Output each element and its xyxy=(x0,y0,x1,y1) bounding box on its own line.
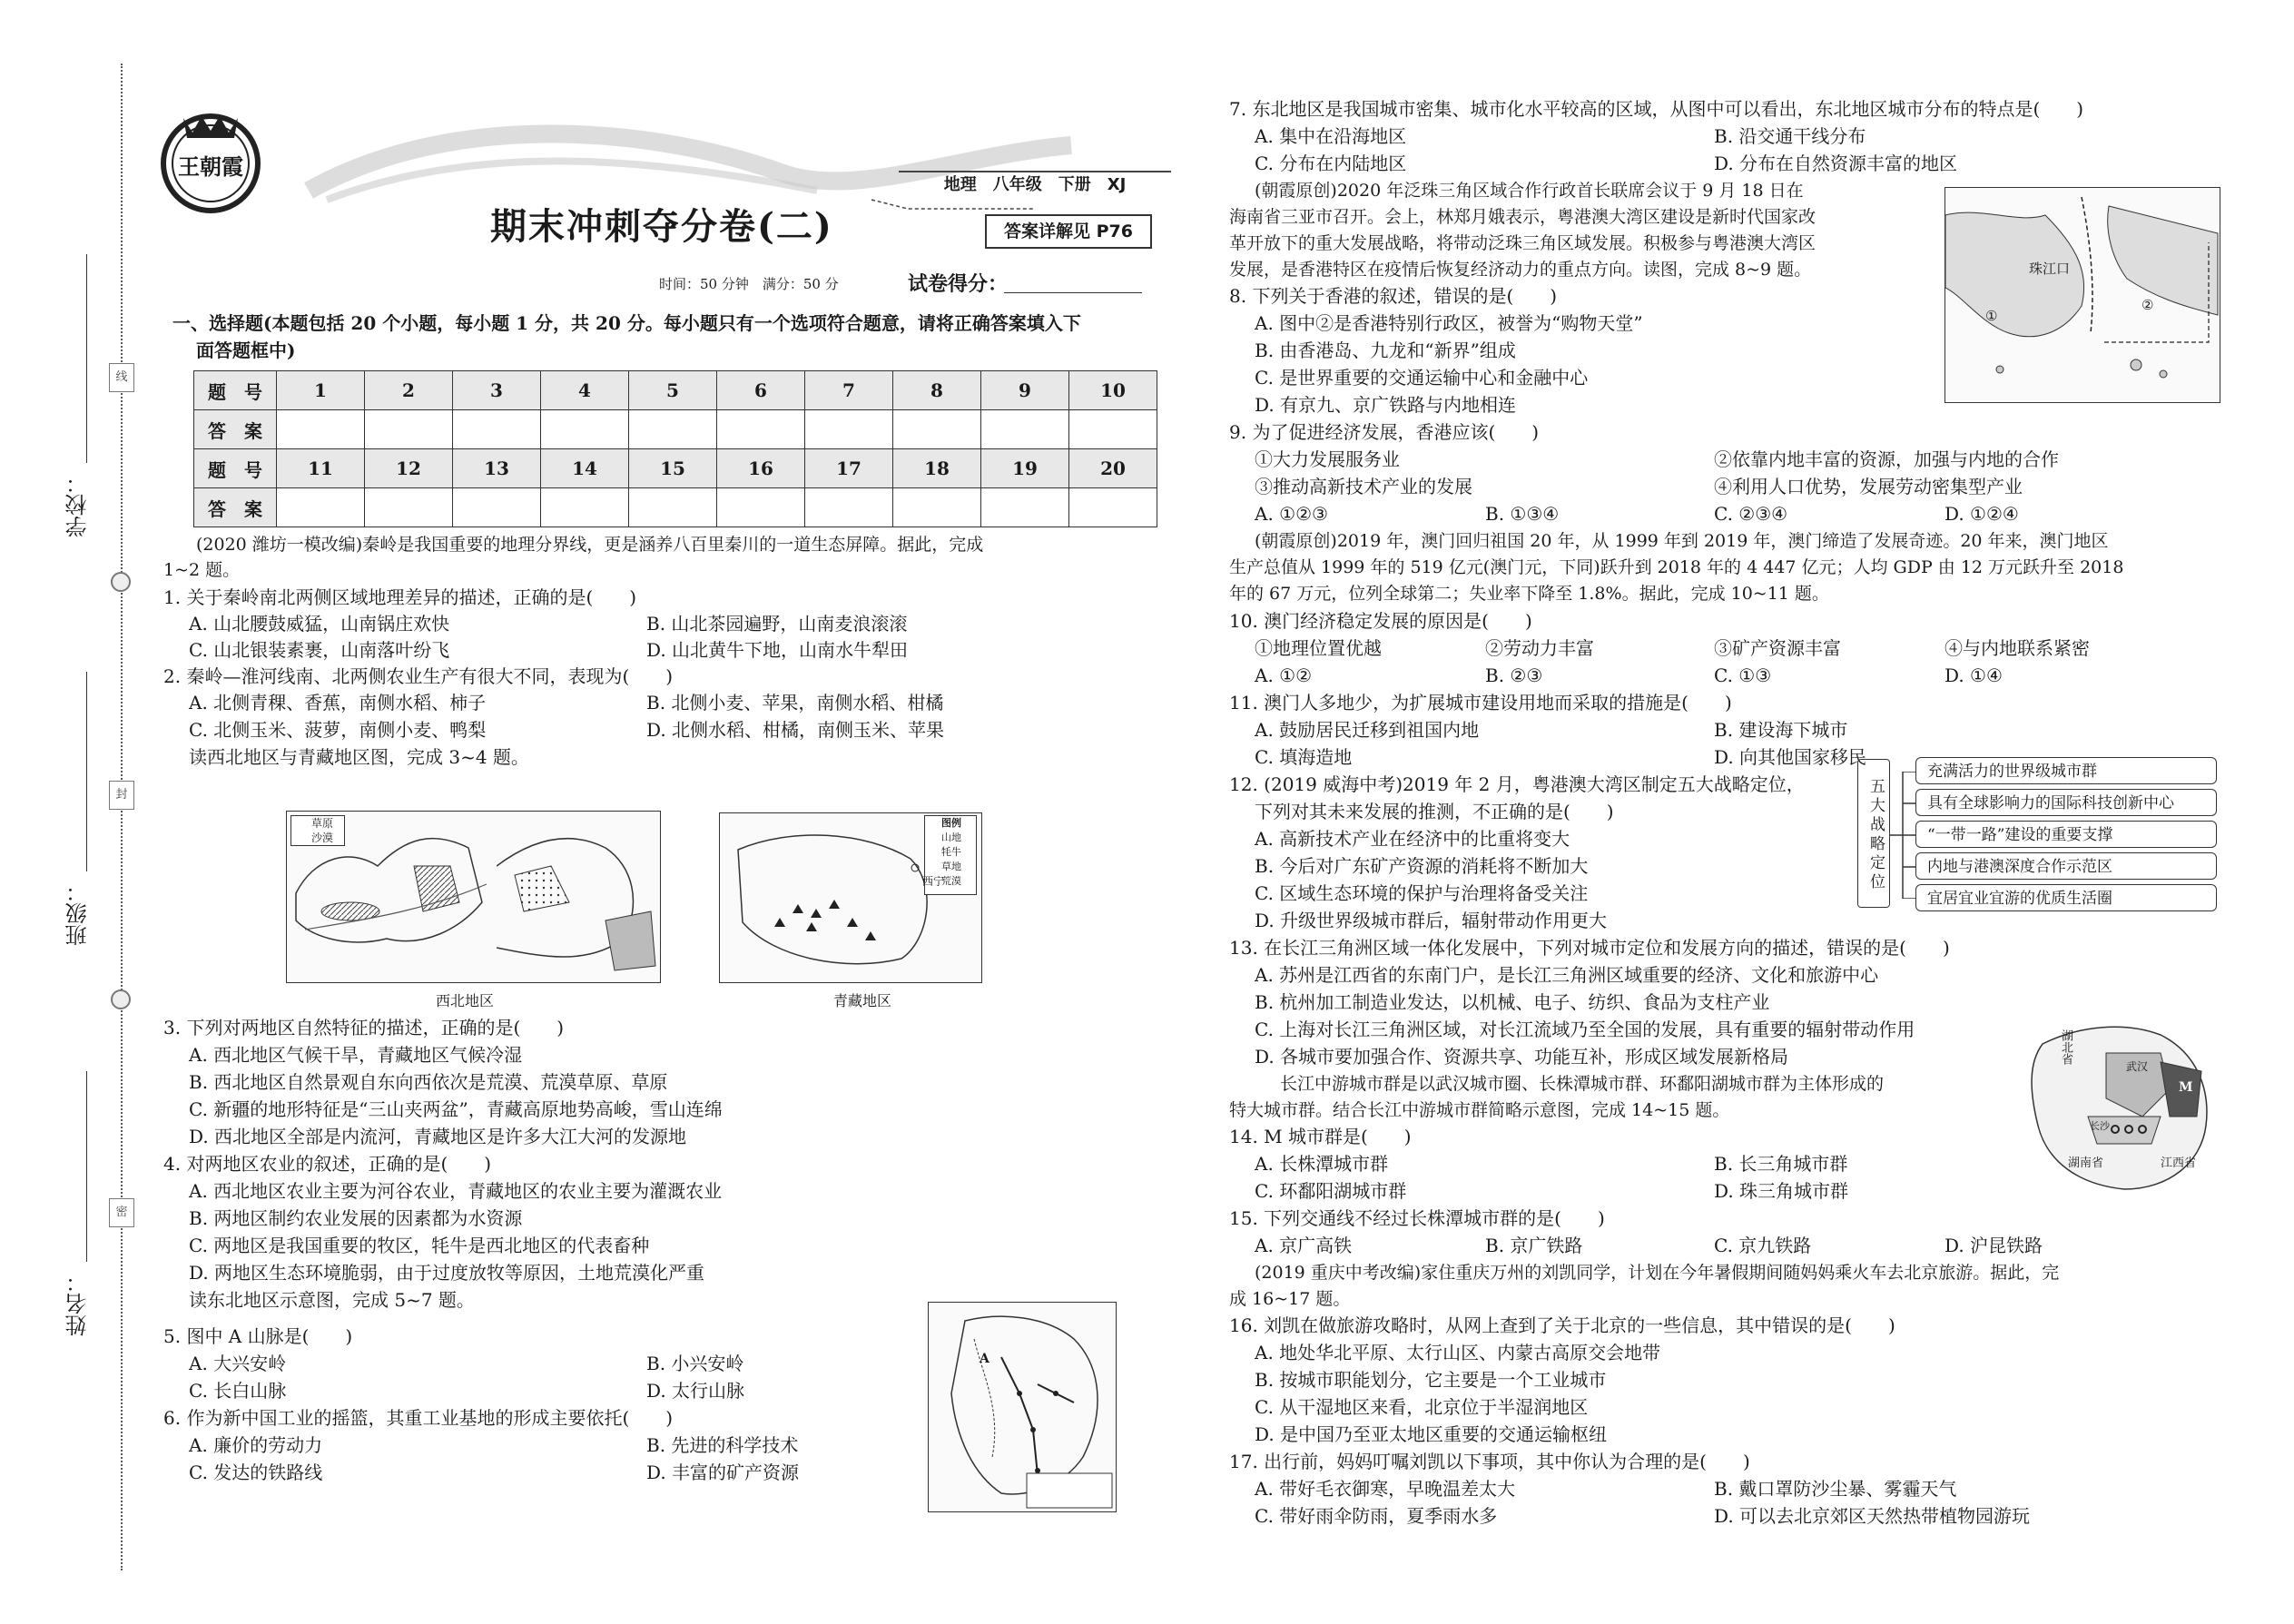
option-3b[interactable]: B. 西北地区自然景观自东向西依次是荒漠、荒漠草原、草原 xyxy=(189,1071,668,1093)
map-cj-jiangxi: 江西省 xyxy=(2161,1156,2197,1170)
question-number: 1 xyxy=(277,371,365,410)
question-1: 1. 关于秦岭南北两侧区域地理差异的描述，正确的是( ) xyxy=(163,586,637,608)
class-label: 班级： xyxy=(65,881,91,946)
option-6d[interactable]: D. 丰富的矿产资源 xyxy=(646,1462,800,1483)
question-16: 16. 刘凯在做旅游攻略时，从网上查到了关于北京的一些信息，其中错误的是( ) xyxy=(1229,1314,1895,1336)
map-cj-hubei: 湖北省 xyxy=(2059,1029,2072,1065)
question-12: 12. (2019 威海中考)2019 年 2 月，粤港澳大湾区制定五大战略定位， xyxy=(1229,773,1805,795)
option-4d[interactable]: D. 两地区生态环境脆弱，由于过度放牧等原因，土地荒漠化严重 xyxy=(189,1262,705,1284)
map-northwest-caption: 西北地区 xyxy=(436,992,495,1009)
option-13c[interactable]: C. 上海对长江三角洲区域，对长江流域乃至全国的发展，具有重要的辐射带动作用 xyxy=(1255,1019,1915,1040)
option-6b[interactable]: B. 先进的科学技术 xyxy=(646,1434,799,1456)
answer-table xyxy=(193,370,1157,527)
answer-cell[interactable] xyxy=(277,488,365,527)
seal-mark-line: 线 xyxy=(109,363,134,392)
strategy-item-3: “一带一路”建设的重要支撑 xyxy=(1915,821,2217,848)
option-11b[interactable]: B. 建设海下城市 xyxy=(1714,719,1848,741)
option-10d[interactable]: D. ①④ xyxy=(1944,664,2003,686)
table-label: 答 案 xyxy=(194,410,277,449)
map-northwest-legend xyxy=(290,815,345,846)
answer-cell[interactable] xyxy=(717,410,805,449)
option-3a[interactable]: A. 西北地区气候干旱，青藏地区气候冷湿 xyxy=(189,1044,523,1066)
option-8c[interactable]: C. 是世界重要的交通运输中心和金融中心 xyxy=(1255,367,1589,389)
intro-q8-9-line1: (朝霞原创)2020 年泛珠三角区域合作行政首长联席会议于 9 月 18 日在 xyxy=(1255,181,1804,201)
answer-cell[interactable] xyxy=(893,410,981,449)
intro-q10-11-line2: 生产总值从 1999 年的 519 亿元(澳门元，下同)跃升到 2018 年的 4 447 亿元；人均 GDP 由 12 万元跃升至 2018 xyxy=(1229,557,2124,577)
logo-text: 王朝霞 xyxy=(178,153,243,180)
option-13a[interactable]: A. 苏州是江西省的东南门户，是长江三角洲区域重要的经济、文化和旅游中心 xyxy=(1255,964,1879,986)
statement-9-2: ②依靠内地丰富的资源，加强与内地的合作 xyxy=(1714,448,2059,470)
option-9d[interactable]: D. ①②④ xyxy=(1944,503,2019,525)
option-4b[interactable]: B. 两地区制约农业发展的因素都为水资源 xyxy=(189,1207,523,1229)
option-9a[interactable]: A. ①②③ xyxy=(1255,503,1328,525)
subject-line: 地理 八年级 下册 XJ xyxy=(899,171,1171,198)
question-4: 4. 对两地区农业的叙述，正确的是( ) xyxy=(163,1153,492,1175)
seal-mark-dense: 密 xyxy=(109,1198,134,1227)
option-1b[interactable]: B. 山北茶园遍野，山南麦浪滚滚 xyxy=(646,613,908,635)
option-7b[interactable]: B. 沿交通干线分布 xyxy=(1714,125,1866,147)
answer-cell[interactable] xyxy=(1069,410,1157,449)
question-11: 11. 澳门人多地少，为扩展城市建设用地而采取的措施是( ) xyxy=(1229,692,1732,714)
intro-q14-15: 长江中游城市群是以武汉城市圈、长株潭城市群、环鄱阳湖城市群为主体形成的 xyxy=(1280,1074,1885,1094)
option-3c[interactable]: C. 新疆的地形特征是“三山夹两盆”，青藏高原地势高峻，雪山连绵 xyxy=(189,1098,723,1120)
question-14: 14. M 城市群是( ) xyxy=(1229,1126,1412,1147)
option-16c[interactable]: C. 从干湿地区来看，北京位于半湿润地区 xyxy=(1255,1396,1589,1418)
option-2a[interactable]: A. 北侧青稞、香蕉，南侧水稻、柿子 xyxy=(189,692,487,714)
answer-reference: 答案详解见 P76 xyxy=(985,214,1152,249)
question-number: 2 xyxy=(365,371,453,410)
statement-9-3: ③推动高新技术产业的发展 xyxy=(1255,476,1472,497)
intro-q3-4: 读西北地区与青藏地区图，完成 3~4 题。 xyxy=(189,746,529,768)
option-12c[interactable]: C. 区域生态环境的保护与治理将备受关注 xyxy=(1255,882,1589,904)
page-title: 期末冲刺夺分卷(二) xyxy=(490,205,833,248)
table-label: 答 案 xyxy=(194,488,277,527)
answer-cell[interactable] xyxy=(1069,488,1157,527)
score-blank[interactable] xyxy=(1004,292,1142,293)
table-row xyxy=(194,410,1157,449)
answer-cell[interactable] xyxy=(541,410,629,449)
strategy-item-2: 具有全球影响力的国际科技创新中心 xyxy=(1915,789,2217,816)
name-label: 姓名： xyxy=(65,1271,91,1336)
option-8a[interactable]: A. 图中②是香港特别行政区，被誉为“购物天堂” xyxy=(1255,312,1643,334)
question-number: 20 xyxy=(1069,449,1157,488)
map-hk-mark-2: ② xyxy=(2141,297,2154,313)
publisher-logo xyxy=(153,100,269,216)
intro-q8-9-line2: 海南省三亚市召开。会上，林郑月娥表示，粤港澳大湾区建设是新时代国家改 xyxy=(1229,207,1816,227)
question-number: 7 xyxy=(805,371,893,410)
section-heading: 一、选择题(本题包括 20 个小题，每小题 1 分，共 20 分。每小题只有一个选项符合题意，请将正确答案填入下 xyxy=(172,312,1081,334)
answer-cell[interactable] xyxy=(805,410,893,449)
option-14c[interactable]: C. 环鄱阳湖城市群 xyxy=(1255,1180,1407,1202)
school-blank[interactable] xyxy=(86,254,87,463)
answer-cell[interactable] xyxy=(981,410,1069,449)
name-blank[interactable] xyxy=(86,1071,87,1262)
statement-9-4: ④利用人口优势，发展劳动密集型产业 xyxy=(1714,476,2023,497)
map-yangtze-middle xyxy=(2024,1017,2217,1195)
option-5a[interactable]: A. 大兴安岭 xyxy=(189,1353,287,1374)
option-16a[interactable]: A. 地处华北平原、太行山区、内蒙古高原交会地带 xyxy=(1255,1342,1661,1363)
intro-q10-11-line3: 年的 67 万元，位列全球第二；失业率下降至 1.8%。据此，完成 10~11 题。 xyxy=(1229,584,1829,604)
table-label: 题 号 xyxy=(194,371,277,410)
option-15c[interactable]: C. 京九铁路 xyxy=(1714,1235,1812,1256)
question-number: 4 xyxy=(541,371,629,410)
question-number: 13 xyxy=(453,449,541,488)
question-number: 8 xyxy=(893,371,981,410)
intro-q16-17-cont: 成 16~17 题。 xyxy=(1229,1289,1351,1309)
question-5: 5. 图中 A 山脉是( ) xyxy=(163,1325,353,1347)
school-label: 学校： xyxy=(65,472,91,537)
legend-mountain: 山地 xyxy=(941,832,961,843)
option-17b[interactable]: B. 戴口罩防沙尘暴、雾霾天气 xyxy=(1714,1478,1957,1500)
option-9b[interactable]: B. ①③④ xyxy=(1485,503,1560,525)
intro-q10-11-line1: (朝霞原创)2019 年，澳门回归祖国 20 年，从 1999 年到 2019 年，澳门缔造了发展奇迹。20 年来，澳门地区 xyxy=(1255,531,2109,551)
map-qz-caption: 青藏地区 xyxy=(833,992,892,1009)
statement-10-3: ③矿产资源丰富 xyxy=(1714,637,1841,659)
section-heading-cont: 面答题框中) xyxy=(196,340,296,361)
question-12-cont: 下列对其未来发展的推测，不正确的是( ) xyxy=(1255,801,1614,822)
question-15: 15. 下列交通线不经过长株潭城市群的是( ) xyxy=(1229,1207,1605,1229)
option-14b[interactable]: B. 长三角城市群 xyxy=(1714,1153,1848,1175)
question-number: 12 xyxy=(365,449,453,488)
option-15a[interactable]: A. 京广高铁 xyxy=(1255,1235,1353,1256)
intro-q16-17: (2019 重庆中考改编)家住重庆万州的刘凯同学，计划在今年暑假期间随妈妈乘火车去北京旅游。据此，完 xyxy=(1255,1263,2060,1283)
option-9c[interactable]: C. ②③④ xyxy=(1714,503,1788,525)
map-cj-hunan: 湖南省 xyxy=(2068,1156,2104,1170)
legend-yak: 牦牛 xyxy=(941,846,961,858)
option-10c[interactable]: C. ①③ xyxy=(1714,664,1772,686)
option-5c[interactable]: C. 长白山脉 xyxy=(189,1380,287,1402)
option-16b[interactable]: B. 按城市职能划分，它主要是一个工业城市 xyxy=(1255,1369,1607,1391)
option-1c[interactable]: C. 山北银装素裹，山南落叶纷飞 xyxy=(189,639,450,661)
question-2: 2. 秦岭—淮河线南、北两侧农业生产有很大不同，表现为( ) xyxy=(163,665,674,687)
option-16d[interactable]: D. 是中国乃至亚太地区重要的交通运输枢纽 xyxy=(1255,1423,1608,1445)
seal-mark-seal: 封 xyxy=(109,781,134,810)
option-11c[interactable]: C. 填海造地 xyxy=(1255,746,1353,768)
question-number: 17 xyxy=(805,449,893,488)
option-2d[interactable]: D. 北侧水稻、柑橘，南侧玉米、苹果 xyxy=(646,719,945,741)
binding-dotted-line xyxy=(121,64,123,1570)
option-10a[interactable]: A. ①② xyxy=(1255,664,1313,686)
question-13: 13. 在长江三角洲区域一体化发展中，下列对城市定位和发展方向的描述，错误的是( ) xyxy=(1229,937,1950,959)
question-number: 3 xyxy=(453,371,541,410)
answer-cell[interactable] xyxy=(893,488,981,527)
strategy-item-5: 宜居宜业宜游的优质生活圈 xyxy=(1915,884,2217,911)
map-cj-changsha: 长沙 xyxy=(2090,1120,2110,1132)
option-11d[interactable]: D. 向其他国家移民 xyxy=(1714,746,1867,768)
option-5d[interactable]: D. 太行山脉 xyxy=(646,1380,745,1402)
option-6a[interactable]: A. 廉价的劳动力 xyxy=(189,1434,323,1456)
option-8b[interactable]: B. 由香港岛、九龙和“新界”组成 xyxy=(1255,340,1516,361)
option-14a[interactable]: A. 长株潭城市群 xyxy=(1255,1153,1389,1175)
strategy-item-4: 内地与港澳深度合作示范区 xyxy=(1915,852,2217,880)
map-cj-m: M xyxy=(2179,1080,2193,1095)
map-qz-city: 西宁 xyxy=(922,875,945,888)
legend-desert: 沙漠 xyxy=(311,832,334,844)
table-row xyxy=(194,449,1157,488)
map-northwest-east xyxy=(497,811,661,983)
option-15d[interactable]: D. 沪昆铁路 xyxy=(1944,1235,2043,1256)
table-row xyxy=(194,488,1157,527)
option-12a[interactable]: A. 高新技术产业在经济中的比重将变大 xyxy=(1255,828,1570,850)
legend-desert: 荒漠 xyxy=(941,875,961,887)
map-northeast xyxy=(928,1302,1117,1512)
option-5b[interactable]: B. 小兴安岭 xyxy=(646,1353,744,1374)
intro-q14-15-cont: 特大城市群。结合长江中游城市群简略示意图，完成 14~15 题。 xyxy=(1229,1100,1730,1120)
question-6: 6. 作为新中国工业的摇篮，其重工业基地的形成主要依托( ) xyxy=(163,1407,674,1429)
intro-q1-2: (2020 潍坊一模改编)秦岭是我国重要的地理分界线，更是涵养八百里秦川的一道生态屏障。据此，完成 xyxy=(196,535,984,555)
option-17a[interactable]: A. 带好毛衣御寒，早晚温差太大 xyxy=(1255,1478,1516,1500)
answer-cell[interactable] xyxy=(453,488,541,527)
option-12d[interactable]: D. 升级世界级城市群后，辐射带动作用更大 xyxy=(1255,910,1608,931)
option-7a[interactable]: A. 集中在沿海地区 xyxy=(1255,125,1407,147)
class-blank[interactable] xyxy=(86,672,87,871)
answer-cell[interactable] xyxy=(629,410,717,449)
answer-cell[interactable] xyxy=(805,488,893,527)
strategy-item-1: 充满活力的世界级城市群 xyxy=(1915,757,2217,784)
question-number: 15 xyxy=(629,449,717,488)
option-4c[interactable]: C. 两地区是我国重要的牧区，牦牛是西北地区的代表畜种 xyxy=(189,1235,650,1256)
statement-9-1: ①大力发展服务业 xyxy=(1255,448,1400,470)
question-number: 9 xyxy=(981,371,1069,410)
strategy-label: 五大战略定位 xyxy=(1857,759,1890,908)
question-number: 10 xyxy=(1069,371,1157,410)
option-10b[interactable]: B. ②③ xyxy=(1485,664,1543,686)
statement-10-2: ②劳动力丰富 xyxy=(1485,637,1594,659)
intro-q1-2-cont: 1~2 题。 xyxy=(163,560,241,580)
option-15b[interactable]: B. 京广铁路 xyxy=(1485,1235,1583,1256)
map-cj-wuhan: 武汉 xyxy=(2126,1060,2149,1073)
question-number: 16 xyxy=(717,449,805,488)
question-number: 18 xyxy=(893,449,981,488)
option-17d[interactable]: D. 可以去北京郊区天然热带植物园游玩 xyxy=(1714,1505,2031,1527)
option-17c[interactable]: C. 带好雨伞防雨，夏季雨水多 xyxy=(1255,1505,1498,1527)
option-11a[interactable]: A. 鼓励居民迁移到祖国内地 xyxy=(1255,719,1480,741)
answer-cell[interactable] xyxy=(365,488,453,527)
question-10: 10. 澳门经济稳定发展的原因是( ) xyxy=(1229,610,1532,632)
question-3: 3. 下列对两地区自然特征的描述，正确的是( ) xyxy=(163,1017,565,1038)
strategy-connector xyxy=(1890,772,1915,899)
intro-q5-7: 读东北地区示意图，完成 5~7 题。 xyxy=(189,1289,475,1311)
legend-grassland: 草原 xyxy=(311,817,334,830)
option-1d[interactable]: D. 山北黄牛下地，山南水牛犁田 xyxy=(646,639,909,661)
option-2b[interactable]: B. 北侧小麦、苹果，南侧水稻、柑橘 xyxy=(646,692,944,714)
question-9: 9. 为了促进经济发展，香港应该( ) xyxy=(1229,421,1540,443)
question-number: 19 xyxy=(981,449,1069,488)
intro-q8-9-line3: 革开放下的重大发展战略，将带动泛珠三角区域发展。积极参与粤港澳大湾区 xyxy=(1229,233,1816,253)
answer-cell[interactable] xyxy=(453,410,541,449)
answer-cell[interactable] xyxy=(277,410,365,449)
question-number: 14 xyxy=(541,449,629,488)
option-2c[interactable]: C. 北侧玉米、菠萝，南侧小麦、鸭梨 xyxy=(189,719,487,741)
map-hongkong xyxy=(1944,187,2220,403)
option-4a[interactable]: A. 西北地区农业主要为河谷农业，青藏地区的农业主要为灌溉农业 xyxy=(189,1180,723,1202)
statement-10-1: ①地理位置优越 xyxy=(1255,637,1382,659)
binding-ring-icon xyxy=(111,989,131,1009)
question-number: 5 xyxy=(629,371,717,410)
question-17: 17. 出行前，妈妈叮嘱刘凯以下事项，其中你认为合理的是( ) xyxy=(1229,1451,1750,1472)
question-7: 7. 东北地区是我国城市密集、城市化水平较高的区域，从图中可以看出，东北地区城市分布的特点是( ) xyxy=(1229,98,2084,120)
option-12b[interactable]: B. 今后对广东矿产资源的消耗将不断加大 xyxy=(1255,855,1589,877)
answer-cell[interactable] xyxy=(717,488,805,527)
option-6c[interactable]: C. 发达的铁路线 xyxy=(189,1462,323,1483)
legend-grassland: 草地 xyxy=(941,861,961,872)
binding-ring-icon xyxy=(111,572,131,592)
table-row xyxy=(194,371,1157,410)
option-7c[interactable]: C. 分布在内陆地区 xyxy=(1255,153,1407,174)
map-hk-pearl-label: 珠江口 xyxy=(2029,261,2071,277)
intro-q8-9-line4: 发展，是香港特区在疫情后恢复经济动力的重点方向。读图，完成 8~9 题。 xyxy=(1229,260,1812,280)
question-number: 6 xyxy=(717,371,805,410)
option-1a[interactable]: A. 山北腰鼓威猛，山南锅庄欢快 xyxy=(189,613,450,635)
option-13d[interactable]: D. 各城市要加强合作、资源共享、功能互补，形成区域发展新格局 xyxy=(1255,1046,1789,1068)
option-3d[interactable]: D. 西北地区全部是内流河，青藏地区是许多大江大河的发源地 xyxy=(189,1126,687,1147)
table-label: 题 号 xyxy=(194,449,277,488)
map-hk-mark-1: ① xyxy=(1985,308,1998,324)
answer-cell[interactable] xyxy=(981,488,1069,527)
answer-cell[interactable] xyxy=(365,410,453,449)
option-13b[interactable]: B. 杭州加工制造业发达，以机械、电子、纺织、食品为支柱产业 xyxy=(1255,991,1770,1013)
statement-10-4: ④与内地联系紧密 xyxy=(1944,637,2090,659)
answer-cell[interactable] xyxy=(541,488,629,527)
score-label: 试卷得分： xyxy=(908,272,1009,296)
option-7d[interactable]: D. 分布在自然资源丰富的地区 xyxy=(1714,153,1958,174)
question-number: 11 xyxy=(277,449,365,488)
option-14d[interactable]: D. 珠三角城市群 xyxy=(1714,1180,1849,1202)
option-8d[interactable]: D. 有京九、京广铁路与内地相连 xyxy=(1255,394,1517,416)
time-score-info: 时间：50 分钟 满分：50 分 xyxy=(659,276,839,292)
map-ne-label-a: A xyxy=(980,1352,989,1366)
legend-title: 图例 xyxy=(941,817,961,829)
answer-cell[interactable] xyxy=(629,488,717,527)
question-8: 8. 下列关于香港的叙述，错误的是( ) xyxy=(1229,285,1558,307)
